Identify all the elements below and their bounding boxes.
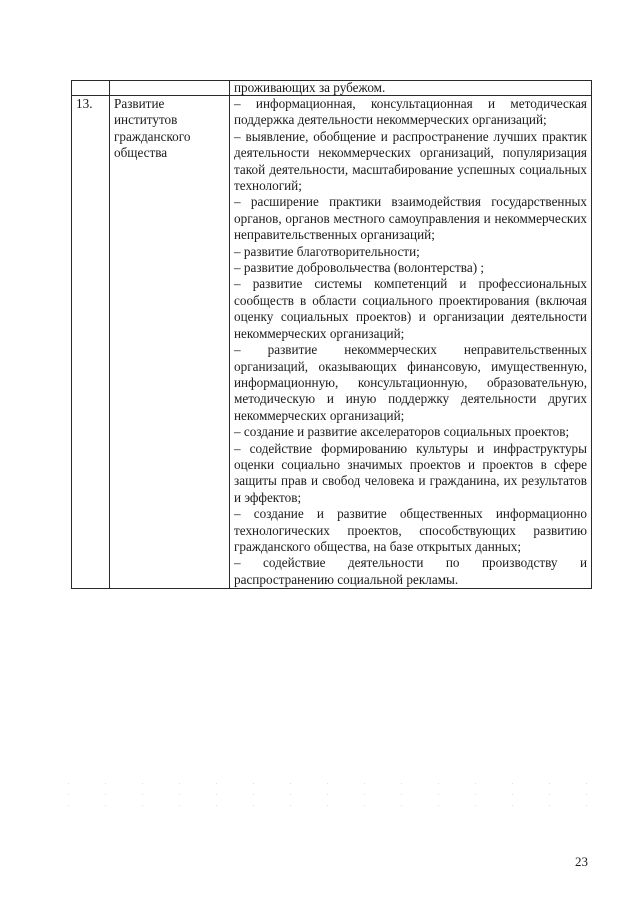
table-row-13: [72, 96, 592, 589]
activity-item: – информационная, консультационная и методическая поддержка деятельности некоммерческих организаций;: [234, 96, 587, 128]
activity-item: – создание и развитие акселераторов социальных проектов;: [234, 424, 570, 440]
activity-item: – развитие некоммерческих неправительственных организаций, оказывающих финансовую, имущественную, информационную, консультационную, образовательную, методическую и иную поддержку деятельности других некоммерческих организаций;: [234, 342, 587, 423]
cell-number-empty: [72, 81, 110, 96]
table-row-continuation: [72, 81, 592, 96]
row-number: 13.: [72, 96, 110, 589]
activity-item: – развитие благотворительности;: [234, 243, 420, 259]
activity-item: – выявление, обобщение и распространение лучших практик деятельности некоммерческих организаций, популяризация такой деятельности, масштабирование успешных социальных технологий;: [234, 128, 587, 194]
activity-item: – содействие деятельности по производству и распространению социальной рекламы.: [234, 555, 587, 587]
scan-noise: [50, 778, 610, 808]
activity-item: – развитие системы компетенций и профессиональных сообществ в области социального проектирования (включая оценку социальных проектов) и организации деятельности некоммерческих организаций;: [234, 276, 587, 341]
activity-item: – содействие формированию культуры и инфраструктуры оценки социально значимых проектов и проектов в сфере защиты прав и свобод человека и гражданина, их результатов и эффектов;: [234, 440, 587, 505]
cell-continuation-text: проживающих за рубежом.: [230, 81, 592, 96]
cell-name-empty: [110, 81, 230, 96]
activity-item: – развитие добровольчества (волонтерства) ;: [234, 260, 485, 276]
page-number: 23: [575, 854, 588, 869]
row-activities-cell: [230, 96, 592, 589]
activity-item: – расширение практики взаимодействия государственных органов, органов местного самоуправления и некоммерческих неправительственных организаций;: [234, 194, 587, 243]
row-direction-name: Развитие институтов гражданского общества: [110, 96, 230, 589]
program-table: [71, 80, 592, 589]
activity-item: – создание и развитие общественных информационно технологических проектов, способствующих развитию гражданского общества, на базе открытых данных;: [234, 506, 587, 554]
